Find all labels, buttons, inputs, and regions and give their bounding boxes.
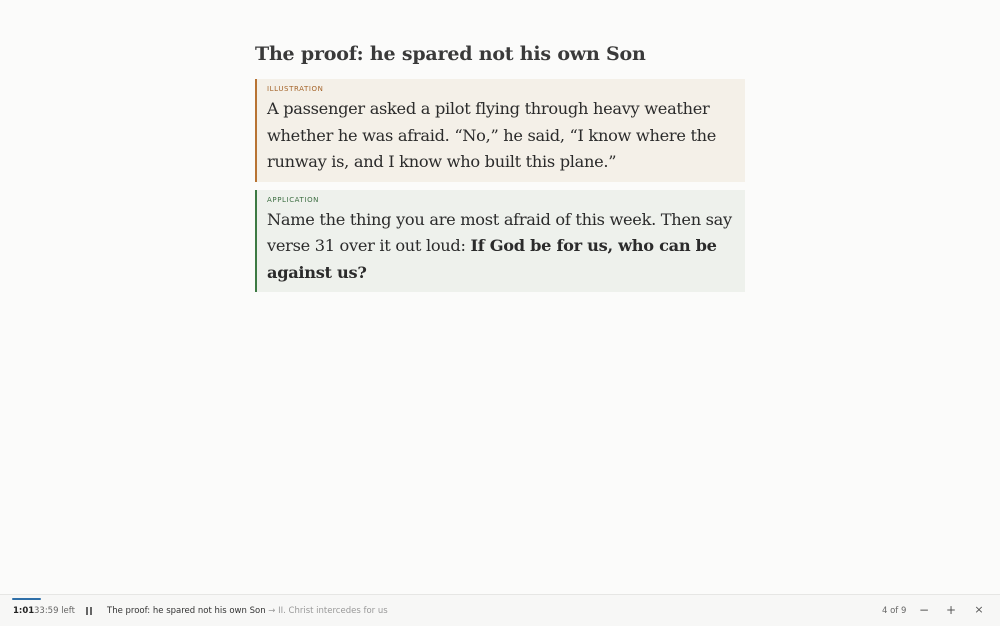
application-card xyxy=(255,190,745,293)
presenter-footer xyxy=(0,594,1000,626)
pause-icon-bar-left xyxy=(86,607,88,615)
elapsed-time: 1:01 xyxy=(13,606,35,616)
pause-icon-bar-right xyxy=(90,607,92,615)
illustration-card xyxy=(255,79,745,182)
remaining-time: 33:59 left xyxy=(34,606,75,616)
pause-button[interactable] xyxy=(84,605,94,617)
slide-content xyxy=(255,40,745,300)
plus-icon[interactable]: + xyxy=(945,603,957,617)
illustration-text: A passenger asked a pilot flying through heavy weather whether he was afraid. “No,” he said, “I know where the runway is, and I know who built this plane.” xyxy=(267,99,717,171)
arrow-right-icon: → xyxy=(268,606,276,616)
breadcrumb xyxy=(107,606,388,616)
slide-title: The proof: he spared not his own Son xyxy=(255,43,646,65)
page-count: 4 of 9 xyxy=(882,606,907,616)
illustration-label: ILLUSTRATION xyxy=(267,85,324,93)
minus-icon[interactable]: − xyxy=(918,603,930,617)
application-label: APPLICATION xyxy=(267,195,320,204)
application-text xyxy=(267,207,735,287)
breadcrumb-current: The proof: he spared not his own Son xyxy=(107,606,266,616)
application-text-plain: Name the thing you are most afraid of this week. Then say verse 31 over it out loud: xyxy=(267,209,732,255)
application-text-bold: If God be for us, who can be against us? xyxy=(267,236,717,282)
progress-bar[interactable] xyxy=(12,598,988,600)
breadcrumb-section: II. Christ intercedes for us xyxy=(278,606,388,616)
close-icon[interactable]: × xyxy=(974,603,984,616)
progress-fill xyxy=(12,598,41,600)
